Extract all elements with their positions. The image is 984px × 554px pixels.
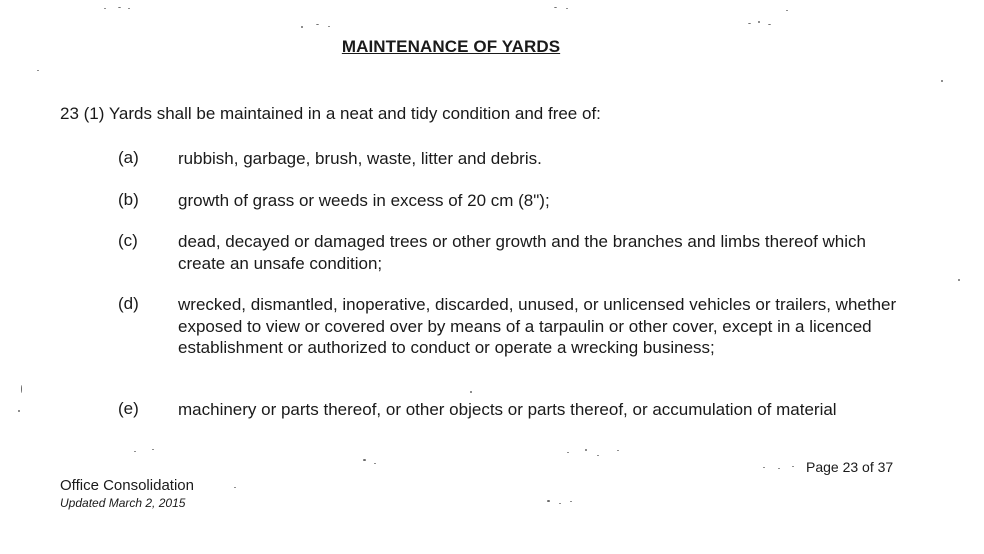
section-heading: MAINTENANCE OF YARDS xyxy=(341,37,561,56)
item-letter: (a) xyxy=(118,148,139,167)
item-text: dead, decayed or damaged trees or other growth and the branches and limbs thereof which create an unsafe condition; xyxy=(178,232,866,273)
item-letter: (d) xyxy=(118,294,139,313)
footer xyxy=(60,477,194,511)
footer-title: Office Consolidation xyxy=(60,477,194,494)
section-intro: 23 (1) Yards shall be maintained in a neat and tidy condition and free of: xyxy=(60,104,601,123)
item-letter: (b) xyxy=(118,190,139,209)
item-text: machinery or parts thereof, or other objects or parts thereof, or accumulation of material xyxy=(178,400,837,419)
item-letter: (c) xyxy=(118,231,138,250)
item-text: rubbish, garbage, brush, waste, litter and debris. xyxy=(178,149,542,168)
item-text: wrecked, dismantled, inoperative, discarded, unused, or unlicensed vehicles or trailers, whether exposed to view or covered over by means of a tarpaulin or other cover, except in a licenced establishment or authorized to conduct or operate a wrecking business; xyxy=(178,295,897,357)
page-number: Page 23 of 37 xyxy=(806,459,894,475)
item-text: growth of grass or weeds in excess of 20 cm (8"); xyxy=(178,191,550,210)
item-letter: (e) xyxy=(118,399,139,418)
footer-updated-date: Updated March 2, 2015 xyxy=(60,496,186,510)
